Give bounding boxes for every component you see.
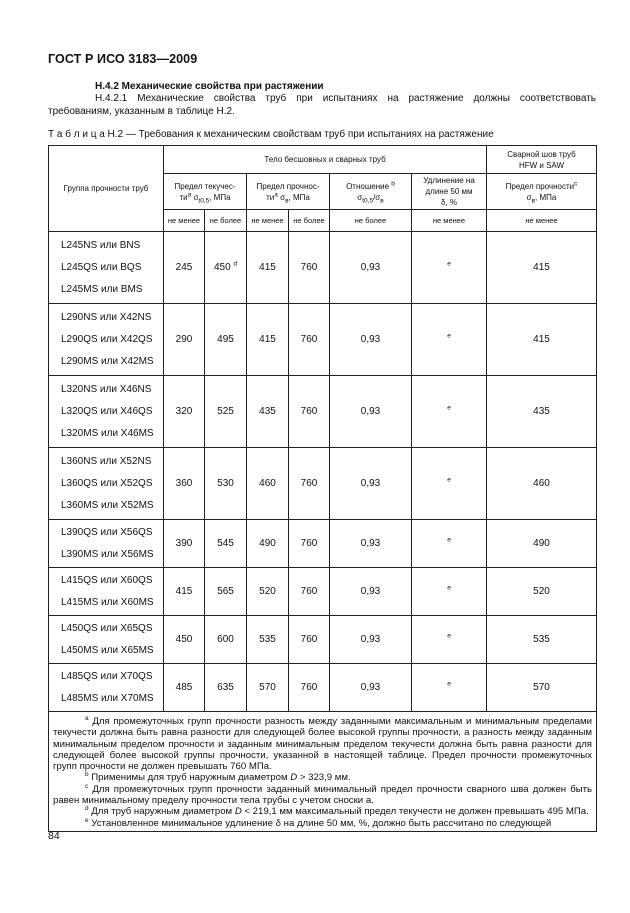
ratio: 0,93 (330, 664, 412, 712)
footnote-e: $^e$ Установленное минимальное удлинение δ на длине 50 мм, %, должно быть рассчитано по следующей (85, 816, 552, 829)
weld-tensile: 520 (487, 568, 597, 616)
weld-tensile: 435 (487, 376, 597, 448)
row-groups: L415QS или X60QS L415MS или X60MS (49, 568, 164, 616)
header-yield: Предел текучес- $ти^a$ $\sigma_{t0,5}$, МПа (164, 174, 247, 210)
elongation: e (412, 616, 487, 664)
header-weld-min: не менее (487, 210, 597, 232)
weld-tensile: 490 (487, 520, 597, 568)
tensile-min: 490 (247, 520, 289, 568)
tensile-max: 760 (289, 520, 330, 568)
elongation: e (412, 664, 487, 712)
ratio: 0,93 (330, 448, 412, 520)
tensile-max: 760 (289, 616, 330, 664)
row-groups: L360NS или X52NS L360QS или X52QS L360MS или X52MS (49, 448, 164, 520)
yield-min: 390 (164, 520, 205, 568)
weld-tensile: 415 (487, 232, 597, 304)
yield-min: 360 (164, 448, 205, 520)
elongation: e (412, 376, 487, 448)
yield-min: 290 (164, 304, 205, 376)
weld-tensile: 570 (487, 664, 597, 712)
yield-min: 485 (164, 664, 205, 712)
weld-tensile: 415 (487, 304, 597, 376)
requirements-table (48, 145, 597, 832)
tensile-max: 760 (289, 568, 330, 616)
table-row (49, 448, 597, 520)
yield-max: 635 (205, 664, 247, 712)
yield-max: 530 (205, 448, 247, 520)
tensile-min: 570 (247, 664, 289, 712)
header-ratio: Отношение $^b$ $\sigma_{t0,5}/\sigma_в$ (330, 174, 412, 210)
row-groups: L485QS или X70QS L485MS или X70MS (49, 664, 164, 712)
header-body: Тело бесшовных и сварных труб (164, 146, 487, 174)
row-groups: L290NS или X42NS L290QS или X42QS L290MS или X42MS (49, 304, 164, 376)
header-tensile: Предел прочнос- $ти^a$ $\sigma_в$, МПа (247, 174, 330, 210)
section-paragraph: Н.4.2.1 Механические свойства труб при испытаниях на растяжение должны соответствовать требованиям, указанным в таблице Н.2. (48, 93, 596, 117)
ratio: 0,93 (330, 616, 412, 664)
header-tensile-min: не менее (247, 210, 289, 232)
header-yield-min: не менее (164, 210, 205, 232)
header-yield-max: не более (205, 210, 247, 232)
tensile-max: 760 (289, 376, 330, 448)
tensile-max: 760 (289, 232, 330, 304)
yield-min: 415 (164, 568, 205, 616)
table-row (49, 616, 597, 664)
table-row (49, 568, 597, 616)
elongation: e (412, 520, 487, 568)
ratio: 0,93 (330, 568, 412, 616)
table-row (49, 232, 597, 304)
elongation: e (412, 568, 487, 616)
yield-max: 525 (205, 376, 247, 448)
yield-max: 450 $^d$ (205, 232, 247, 304)
ratio: 0,93 (330, 376, 412, 448)
yield-min: 450 (164, 616, 205, 664)
header-tensile-max: не более (289, 210, 330, 232)
table-caption: Т а б л и ц а Н.2 — Требования к механическим свойствам труб при испытаниях на растяжение (48, 129, 494, 140)
ratio: 0,93 (330, 304, 412, 376)
footnote-a: $^a$ Для промежуточных групп прочности разность между заданными максимальным и минимальным пределами текучести должна быть равна разности для следующей более высокой группы прочности, а разность между заданным минимальным пределом прочности и заданным минимальным пределом текучести должна быть равна разности для следующей более высокой группы прочности, указанной в настоящей таблице. Предел прочности промежуточных групп прочности не должен превышать 760 МПа. (53, 714, 592, 773)
document-header: ГОСТ Р ИСО 3183—2009 (48, 52, 198, 66)
footnotes-row (49, 712, 597, 832)
tensile-min: 415 (247, 232, 289, 304)
header-weld: Сварной шов труб HFW и SAW (487, 146, 597, 174)
section-title: Н.4.2 Механические свойства при растяжении (95, 81, 324, 92)
header-elongation: Удлинение на длине 50 мм δ, % (412, 174, 487, 210)
row-groups: L320NS или X46NS L320QS или X46QS L320MS или X46MS (49, 376, 164, 448)
tensile-min: 435 (247, 376, 289, 448)
table-row (49, 304, 597, 376)
header-elongation-min: не менее (412, 210, 487, 232)
elongation: e (412, 304, 487, 376)
yield-max: 545 (205, 520, 247, 568)
tensile-max: 760 (289, 664, 330, 712)
ratio: 0,93 (330, 520, 412, 568)
yield-max: 565 (205, 568, 247, 616)
header-ratio-max: не более (330, 210, 412, 232)
header-weld-tensile: Предел прочности$^c$ $\sigma_в$, МПа (487, 174, 597, 210)
footnote-c: $^c$ Для промежуточных групп прочности заданный минимальный предел прочности сварного шва должен быть равен минимальному пределу прочности тела трубы с учетом сноски a. (53, 782, 592, 807)
weld-tensile: 460 (487, 448, 597, 520)
yield-min: 245 (164, 232, 205, 304)
table-row (49, 376, 597, 448)
tensile-min: 415 (247, 304, 289, 376)
table-row (49, 520, 597, 568)
tensile-max: 760 (289, 304, 330, 376)
footnote-b: $^b$ Применимы для труб наружным диаметром D > 323,9 мм. (85, 771, 351, 784)
yield-max: 495 (205, 304, 247, 376)
tensile-min: 535 (247, 616, 289, 664)
weld-tensile: 535 (487, 616, 597, 664)
elongation: e (412, 448, 487, 520)
footnote-d: $^d$ Для труб наружным диаметром D < 219,1 мм максимальный предел текучести не должен превышать 495 МПа. (85, 805, 589, 818)
yield-max: 600 (205, 616, 247, 664)
ratio: 0,93 (330, 232, 412, 304)
tensile-min: 520 (247, 568, 289, 616)
row-groups: L245NS или BNS L245QS или BQS L245MS или BMS (49, 232, 164, 304)
table-footnotes (49, 712, 597, 832)
row-groups: L390QS или X56QS L390MS или X56MS (49, 520, 164, 568)
row-groups: L450QS или X65QS L450MS или X65MS (49, 616, 164, 664)
footnote-ref: d (233, 260, 238, 268)
header-group: Группа прочности труб (49, 146, 164, 232)
page-number: 84 (48, 830, 60, 842)
elongation: e (412, 232, 487, 304)
tensile-max: 760 (289, 448, 330, 520)
tensile-min: 460 (247, 448, 289, 520)
yield-min: 320 (164, 376, 205, 448)
table-row (49, 664, 597, 712)
